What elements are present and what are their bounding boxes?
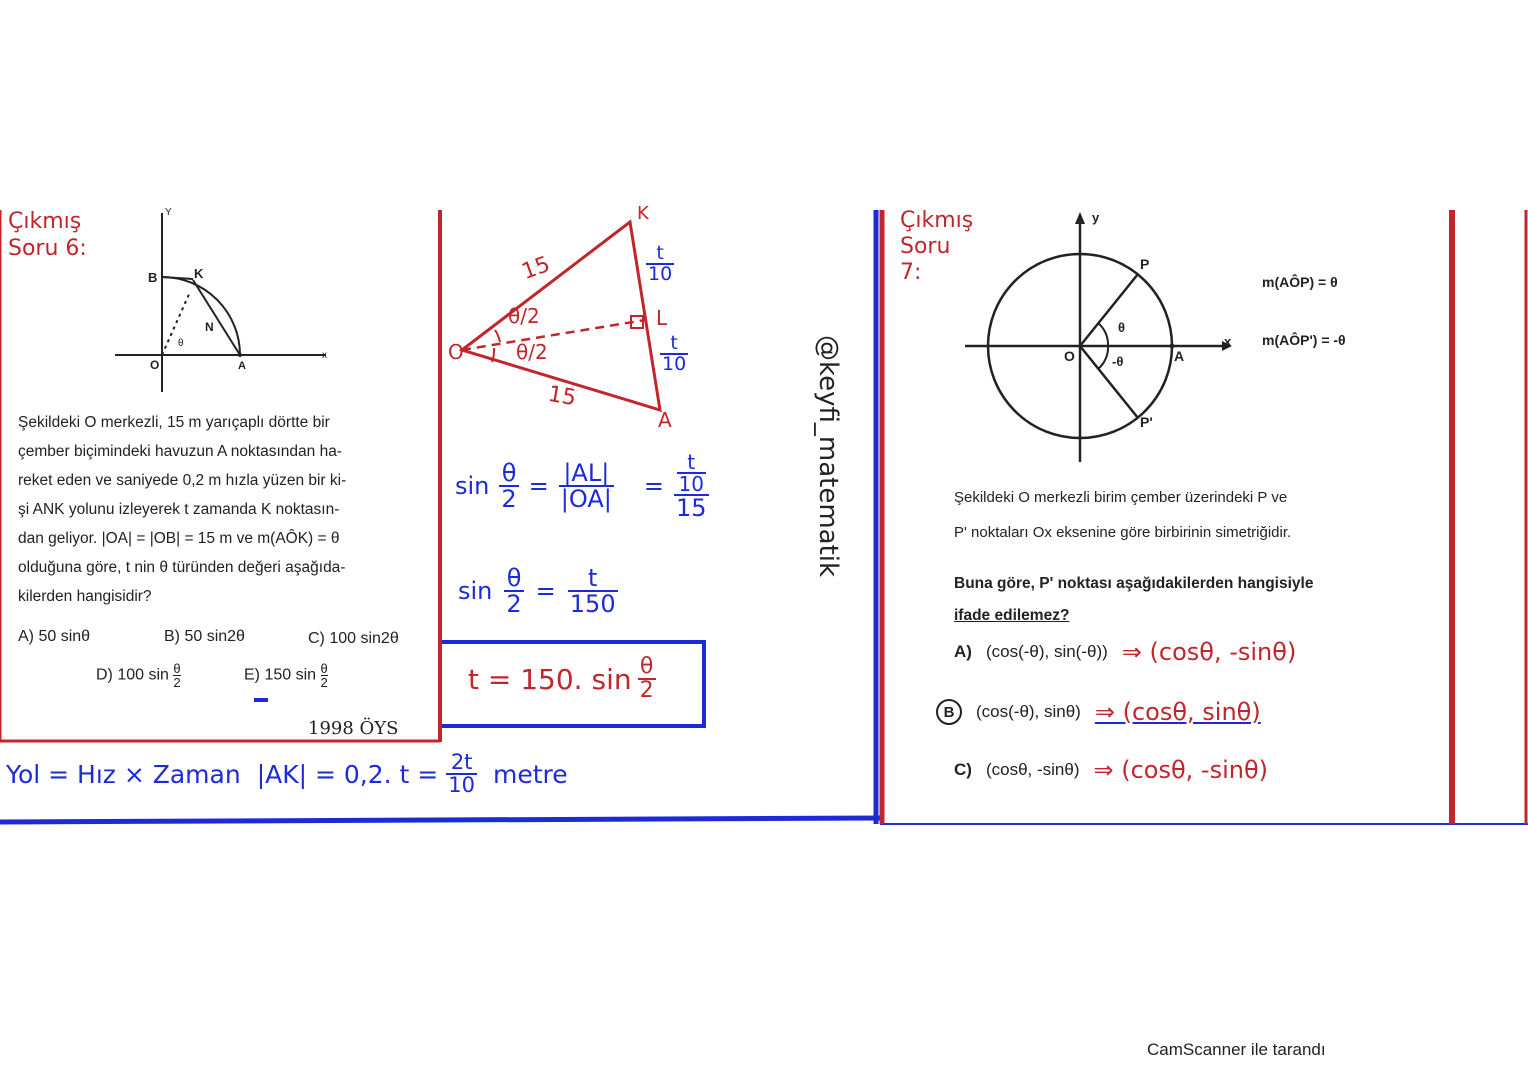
road-unit: metre xyxy=(492,759,568,789)
tri-label-l: L xyxy=(656,306,668,330)
frac-den: 2 xyxy=(320,675,328,690)
tri-half-angle-bottom: θ/2 xyxy=(516,340,548,364)
fig6-label-a: A xyxy=(238,360,246,372)
question6-line: çember biçimindeki havuzun A noktasından ha- xyxy=(18,443,342,460)
q7-option-a xyxy=(954,638,1296,666)
question7-prompt xyxy=(954,568,1313,632)
option-d-label: D) 100 sin xyxy=(96,666,169,684)
frac-num: θ xyxy=(639,654,654,679)
frac-num: θ xyxy=(173,661,181,676)
question6-line: reket eden ve saniyede 0,2 m hızla yüzen bir ki- xyxy=(18,472,347,489)
tri-label-o: O xyxy=(448,340,464,364)
frac-num: t xyxy=(670,332,678,354)
frac-num: 2t xyxy=(450,750,473,774)
fig6-label-k: K xyxy=(194,266,204,281)
eq2-fn: sin xyxy=(458,577,493,605)
question7-text xyxy=(954,480,1291,550)
q7-option-c xyxy=(954,756,1268,784)
question6-line: Şekildeki O merkezli, 15 m yarıçaplı dörtte bir xyxy=(18,414,330,431)
fig6-label-x: x xyxy=(322,350,327,361)
equation-2: sin $\frac{\theta}{2}$ = $\frac{t}{150}$ xyxy=(458,564,616,618)
option-c: C) 100 sin2θ xyxy=(308,630,399,647)
fig6-label-theta: θ xyxy=(178,338,184,349)
frac-den: 10 xyxy=(678,472,704,496)
question7-prompt-line: ifade edilemez? xyxy=(954,607,1070,624)
question6-line: kilerden hangisidir? xyxy=(18,588,152,605)
road-ak: |AK| = 0,2. t = xyxy=(256,759,439,789)
fig7-label-y: y xyxy=(1092,210,1100,225)
equation-1: sin $\frac{\theta}{2}$ = $\frac{|AL|}{|OA|}$ = $\frac{\frac{t}{10}}{15}$ xyxy=(455,450,707,522)
q7-option-label: C) xyxy=(954,760,972,779)
frac-den: |OA| xyxy=(560,485,612,513)
frac-den: 10 xyxy=(662,353,687,375)
frac-den: 15 xyxy=(675,494,707,522)
frac-num: t xyxy=(587,564,598,592)
question7-line: Şekildeki O merkezli birim çember üzerindeki P ve xyxy=(954,489,1288,506)
q7-option-b xyxy=(936,698,1261,726)
q7-option-value: (cos(-θ), sinθ) xyxy=(976,702,1081,721)
q7-option-label: B xyxy=(936,699,962,725)
fig6-label-y: Y xyxy=(165,207,172,218)
frac-den: 150 xyxy=(569,590,616,618)
fig7-label-x: x xyxy=(1224,334,1232,349)
road-text: Yol = Hız × Zaman xyxy=(6,759,241,789)
q7-option-note: ⇒ (cosθ, -sinθ) xyxy=(1121,638,1297,666)
fig7-label-neg-theta: -θ xyxy=(1112,354,1124,369)
angle-equation-2: m(AÔP') = -θ xyxy=(1262,332,1346,348)
frac-num: t xyxy=(656,242,664,264)
frac-den: 10 xyxy=(448,773,475,797)
frac-den: 2 xyxy=(501,485,517,513)
tri-label-a: A xyxy=(658,408,672,432)
angle-equation-1: m(AÔP) = θ xyxy=(1262,274,1338,290)
tri-side-top: 15 xyxy=(518,251,554,286)
fig6-label-n: N xyxy=(205,320,214,334)
frac-num: θ xyxy=(506,564,522,592)
frac-den: 2 xyxy=(639,678,654,703)
tri-label-k: K xyxy=(637,203,649,224)
frac-den: 10 xyxy=(648,263,673,285)
option-a: A) 50 sinθ xyxy=(18,628,91,645)
frac-num: |AL| xyxy=(563,459,610,487)
fig7-label-a: A xyxy=(1174,348,1185,364)
fig7-label-o: O xyxy=(1064,348,1075,364)
frac-den: 2 xyxy=(506,590,522,618)
q7-option-value: (cos(-θ), sin(-θ)) xyxy=(985,642,1108,661)
author-watermark: @keyfi_matematik xyxy=(813,335,843,578)
eq1-fn: sin xyxy=(455,472,490,500)
frac-num: t xyxy=(687,450,696,474)
frac-den: 2 xyxy=(173,675,181,690)
fig7-label-theta: θ xyxy=(1118,320,1126,335)
question6-heading: Çıkmış Soru 6: xyxy=(8,209,87,261)
q7-option-value: (cosθ, -sinθ) xyxy=(985,760,1080,779)
scanner-footer: CamScanner ile tarandı xyxy=(1147,1040,1326,1059)
tri-side-bottom: 15 xyxy=(546,381,578,412)
question6-line: dan geliyor. |OA| = |OB| = 15 m ve m(AÔK) = θ xyxy=(18,530,340,547)
frac-num: θ xyxy=(501,459,517,487)
question6-line: olduğuna göre, t nin θ türünden değeri aşağıda- xyxy=(18,559,346,576)
fig6-label-b: B xyxy=(148,270,158,285)
fig7-label-p-prime: P' xyxy=(1140,414,1153,430)
fig6-label-o: O xyxy=(150,358,160,372)
source-year: 1998 ÖYS xyxy=(308,718,399,739)
tri-half-angle-top: θ/2 xyxy=(508,304,540,328)
question7-line: P' noktaları Ox eksenine göre birbirinin simetriğidir. xyxy=(954,524,1292,541)
boxed-answer-text: t = 150. sin xyxy=(468,662,632,696)
q7-option-note: ⇒ (cosθ, sinθ) xyxy=(1094,698,1261,726)
fig7-label-p: P xyxy=(1140,256,1150,272)
question6-line: şi ANK yolunu izleyerek t zamanda K noktasın- xyxy=(18,501,340,518)
option-e-label: E) 150 sin xyxy=(244,666,317,684)
option-b: B) 50 sin2θ xyxy=(164,628,245,645)
q7-option-note: ⇒ (cosθ, -sinθ) xyxy=(1093,756,1268,784)
q7-option-label: A) xyxy=(954,642,972,661)
frac-num: θ xyxy=(320,661,328,676)
question7-prompt-line: Buna göre, P' noktası aşağıdakilerden hangisiyle xyxy=(954,575,1314,592)
question7-heading: Çıkmış Soru 7: xyxy=(900,208,974,285)
